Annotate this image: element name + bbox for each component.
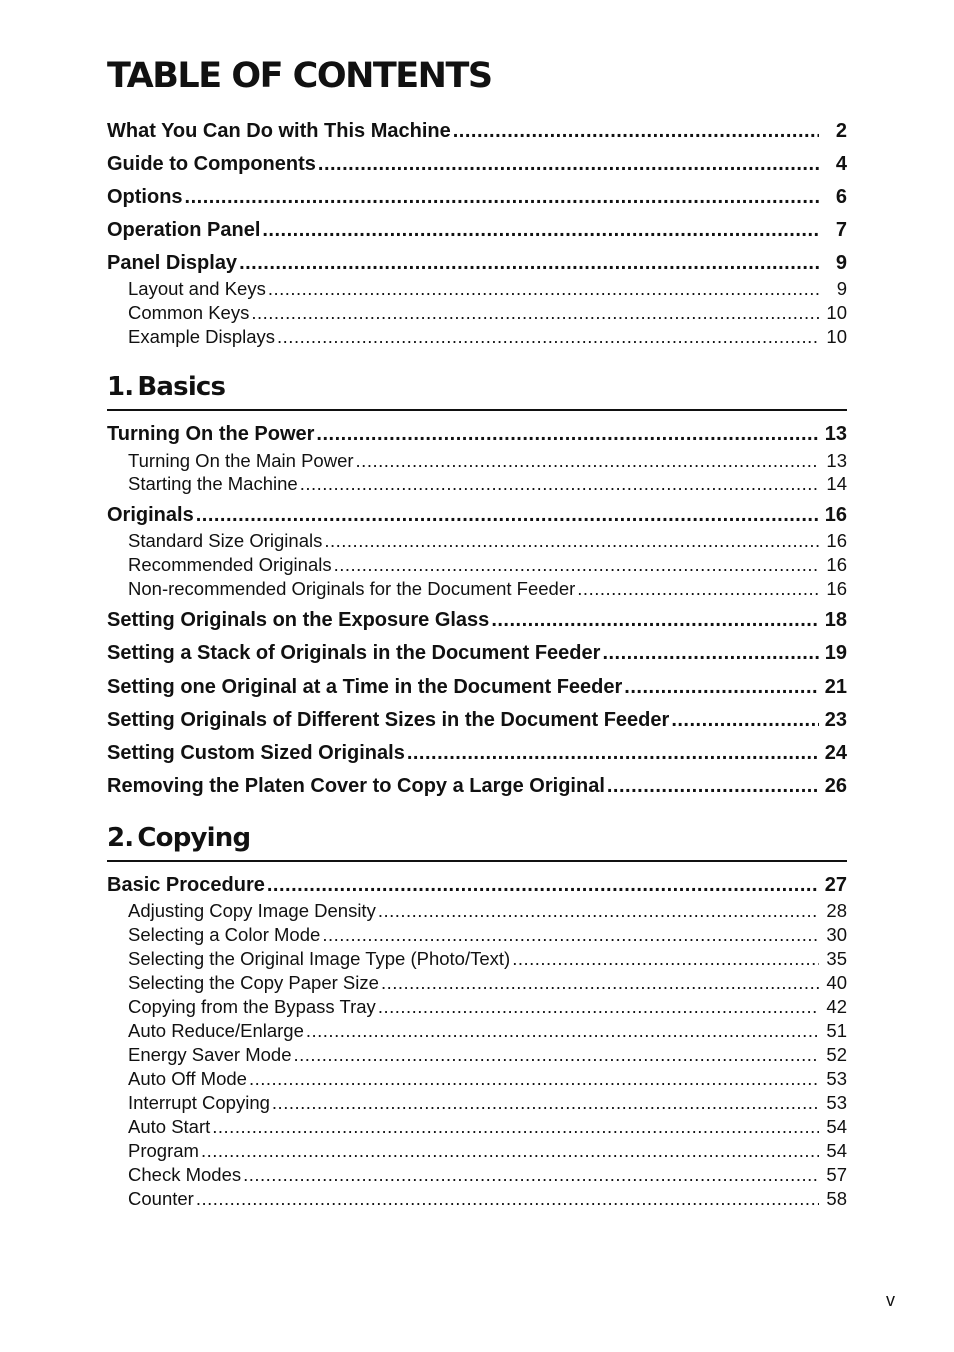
toc-entry-label: Non-recommended Originals for the Document Feeder <box>128 578 576 599</box>
toc-subentry[interactable] <box>128 529 847 553</box>
toc-page-number: 13 <box>826 450 847 471</box>
toc-entry[interactable] <box>107 151 847 177</box>
toc-subentry[interactable] <box>128 1091 847 1115</box>
toc-entry-label: Options <box>107 186 183 208</box>
dot-leader <box>267 872 819 898</box>
toc-page-number: 9 <box>836 278 847 299</box>
dot-leader <box>306 1019 819 1043</box>
toc-entry-label: Copying from the Bypass Tray <box>128 996 376 1017</box>
chapter-number: 1. <box>107 372 134 402</box>
chapter-title: Copying <box>137 823 251 853</box>
toc-page-number: 16 <box>826 578 847 599</box>
toc-entry-label: Program <box>128 1140 199 1161</box>
toc-entry-label: Counter <box>128 1188 194 1209</box>
toc-entry-label: Common Keys <box>128 302 250 323</box>
toc-page-number: 14 <box>826 473 847 494</box>
toc-entry-label: Auto Start <box>128 1116 211 1137</box>
toc-subentry[interactable] <box>128 1163 847 1187</box>
toc-page-number: 51 <box>826 1020 847 1041</box>
dot-leader <box>491 607 819 633</box>
toc-entry[interactable] <box>107 872 847 898</box>
toc-entry-label: Selecting the Copy Paper Size <box>128 972 379 993</box>
dot-leader <box>512 947 819 971</box>
toc-entry[interactable] <box>107 118 847 144</box>
toc-page-number: 9 <box>835 252 847 274</box>
toc-page-number: 16 <box>826 530 847 551</box>
toc-entry[interactable] <box>107 740 847 766</box>
toc-page-number: 16 <box>826 554 847 575</box>
toc-entry-label: Check Modes <box>128 1164 242 1185</box>
toc-page-number: 26 <box>824 775 847 797</box>
dot-leader <box>334 553 819 577</box>
toc-page-number: 27 <box>824 874 847 896</box>
toc-page-number: 2 <box>835 120 847 142</box>
dot-leader <box>249 1067 819 1091</box>
dot-leader <box>316 421 819 447</box>
toc-entry-label: Originals <box>107 504 194 526</box>
toc-entry-label: Setting a Stack of Originals in the Document Feeder <box>107 642 601 664</box>
dot-leader <box>671 707 819 733</box>
toc-entry-label: Starting the Machine <box>128 473 298 494</box>
toc-entry[interactable] <box>107 607 847 633</box>
dot-leader <box>277 325 819 349</box>
toc-page-number: 24 <box>824 742 847 764</box>
toc-page-number: 13 <box>824 423 847 445</box>
toc-subentry[interactable] <box>128 325 847 349</box>
dot-leader <box>262 217 819 243</box>
toc-page-number: 23 <box>824 709 847 731</box>
dot-leader <box>381 971 819 995</box>
toc-entry[interactable] <box>107 773 847 799</box>
toc-subentry[interactable] <box>128 947 847 971</box>
toc-subentry[interactable] <box>128 923 847 947</box>
toc-entry-label: Selecting a Color Mode <box>128 924 321 945</box>
page-title: TABLE OF CONTENTS <box>107 56 492 96</box>
toc-entry-label: Selecting the Original Image Type (Photo/Text) <box>128 948 511 969</box>
dot-leader <box>196 502 819 528</box>
toc-page-number: 54 <box>826 1116 847 1137</box>
dot-leader <box>185 184 819 210</box>
dot-leader <box>272 1091 819 1115</box>
toc-subentry[interactable] <box>128 1187 847 1211</box>
toc-subentry[interactable] <box>128 449 847 473</box>
toc-entry-label: Auto Reduce/Enlarge <box>128 1020 304 1041</box>
dot-leader <box>577 577 819 601</box>
toc-page-number: 35 <box>826 948 847 969</box>
dot-leader <box>378 995 819 1019</box>
dot-leader <box>196 1187 819 1211</box>
toc-subentry[interactable] <box>128 1115 847 1139</box>
dot-leader <box>243 1163 819 1187</box>
toc-page-number: 18 <box>824 609 847 631</box>
dot-leader <box>607 773 819 799</box>
toc-subentry[interactable] <box>128 899 847 923</box>
toc-subentry[interactable] <box>128 1067 847 1091</box>
toc-entry[interactable] <box>107 217 847 243</box>
toc-page-number: 4 <box>835 153 847 175</box>
toc-page-number: 10 <box>826 326 847 347</box>
toc-entry-label: Operation Panel <box>107 219 261 241</box>
toc-page-number: 10 <box>826 302 847 323</box>
toc-page-number: 19 <box>824 642 847 664</box>
toc-entry-label: Panel Display <box>107 252 238 274</box>
dot-leader <box>212 1115 819 1139</box>
toc-page-number: 58 <box>826 1188 847 1209</box>
chapter-heading <box>107 372 847 411</box>
toc-entry-label: Standard Size Originals <box>128 530 323 551</box>
toc-subentry[interactable] <box>128 971 847 995</box>
toc-subentry[interactable] <box>128 1139 847 1163</box>
toc-entry-label: Turning On the Main Power <box>128 450 354 471</box>
toc-page-number: 40 <box>826 972 847 993</box>
toc-page-number: 28 <box>826 900 847 921</box>
toc-page-number: 53 <box>826 1068 847 1089</box>
toc-entry-label: What You Can Do with This Machine <box>107 120 451 142</box>
page-number: v <box>886 1290 895 1310</box>
toc-subentry[interactable] <box>128 1043 847 1067</box>
toc-subentry[interactable] <box>128 472 847 496</box>
toc-entry-label: Basic Procedure <box>107 874 265 896</box>
toc-entry-label: Removing the Platen Cover to Copy a Large Original <box>107 775 605 797</box>
dot-leader <box>624 674 819 700</box>
toc-entry-label: Example Displays <box>128 326 276 347</box>
toc-entry-label: Guide to Components <box>107 153 316 175</box>
toc-entry-label: Auto Off Mode <box>128 1068 247 1089</box>
dot-leader <box>239 250 819 276</box>
dot-leader <box>322 923 819 947</box>
dot-leader <box>201 1139 819 1163</box>
toc-entry-label: Setting one Original at a Time in the Document Feeder <box>107 676 623 698</box>
toc-entry[interactable] <box>107 250 847 276</box>
toc-entry-label: Setting Originals of Different Sizes in the Document Feeder <box>107 709 670 731</box>
toc-entry-label: Recommended Originals <box>128 554 332 575</box>
toc-page-number: 30 <box>826 924 847 945</box>
toc-entry[interactable] <box>107 421 847 447</box>
toc-subentry[interactable] <box>128 995 847 1019</box>
toc-entry-label: Energy Saver Mode <box>128 1044 292 1065</box>
toc-entry-label: Setting Custom Sized Originals <box>107 742 405 764</box>
toc-page-number: 53 <box>826 1092 847 1113</box>
toc-subentry[interactable] <box>128 553 847 577</box>
toc-page-number: 7 <box>835 219 847 241</box>
toc-entry-label: Layout and Keys <box>128 278 266 299</box>
toc-subentry[interactable] <box>128 301 847 325</box>
toc-entry-label: Setting Originals on the Exposure Glass <box>107 609 490 631</box>
toc-entry-label: Interrupt Copying <box>128 1092 270 1113</box>
toc-entry[interactable] <box>107 640 847 666</box>
dot-leader <box>356 449 819 473</box>
toc-page-number: 16 <box>824 504 847 526</box>
dot-leader <box>251 301 819 325</box>
chapter-title: Basics <box>137 372 226 402</box>
dot-leader <box>294 1043 819 1067</box>
dot-leader <box>602 640 819 666</box>
chapter-heading <box>107 823 847 862</box>
toc-entry[interactable] <box>107 674 847 700</box>
toc-entry[interactable] <box>107 707 847 733</box>
toc-page-number: 21 <box>824 676 847 698</box>
dot-leader <box>378 899 819 923</box>
dot-leader <box>407 740 819 766</box>
dot-leader <box>453 118 819 144</box>
toc-page-number: 54 <box>826 1140 847 1161</box>
toc-page-number: 52 <box>826 1044 847 1065</box>
toc-entry[interactable] <box>107 502 847 528</box>
dot-leader <box>268 277 819 301</box>
dot-leader <box>324 529 819 553</box>
chapter-number: 2. <box>107 823 134 853</box>
toc-entry-label: Turning On the Power <box>107 423 315 445</box>
dot-leader <box>318 151 819 177</box>
toc-subentry[interactable] <box>128 577 847 601</box>
toc-page-number: 42 <box>826 996 847 1017</box>
toc-page-number: 57 <box>826 1164 847 1185</box>
toc-subentry[interactable] <box>128 277 847 301</box>
toc-subentry[interactable] <box>128 1019 847 1043</box>
toc-page-number: 6 <box>835 186 847 208</box>
toc-entry[interactable] <box>107 184 847 210</box>
dot-leader <box>300 472 819 496</box>
toc-entry-label: Adjusting Copy Image Density <box>128 900 376 921</box>
